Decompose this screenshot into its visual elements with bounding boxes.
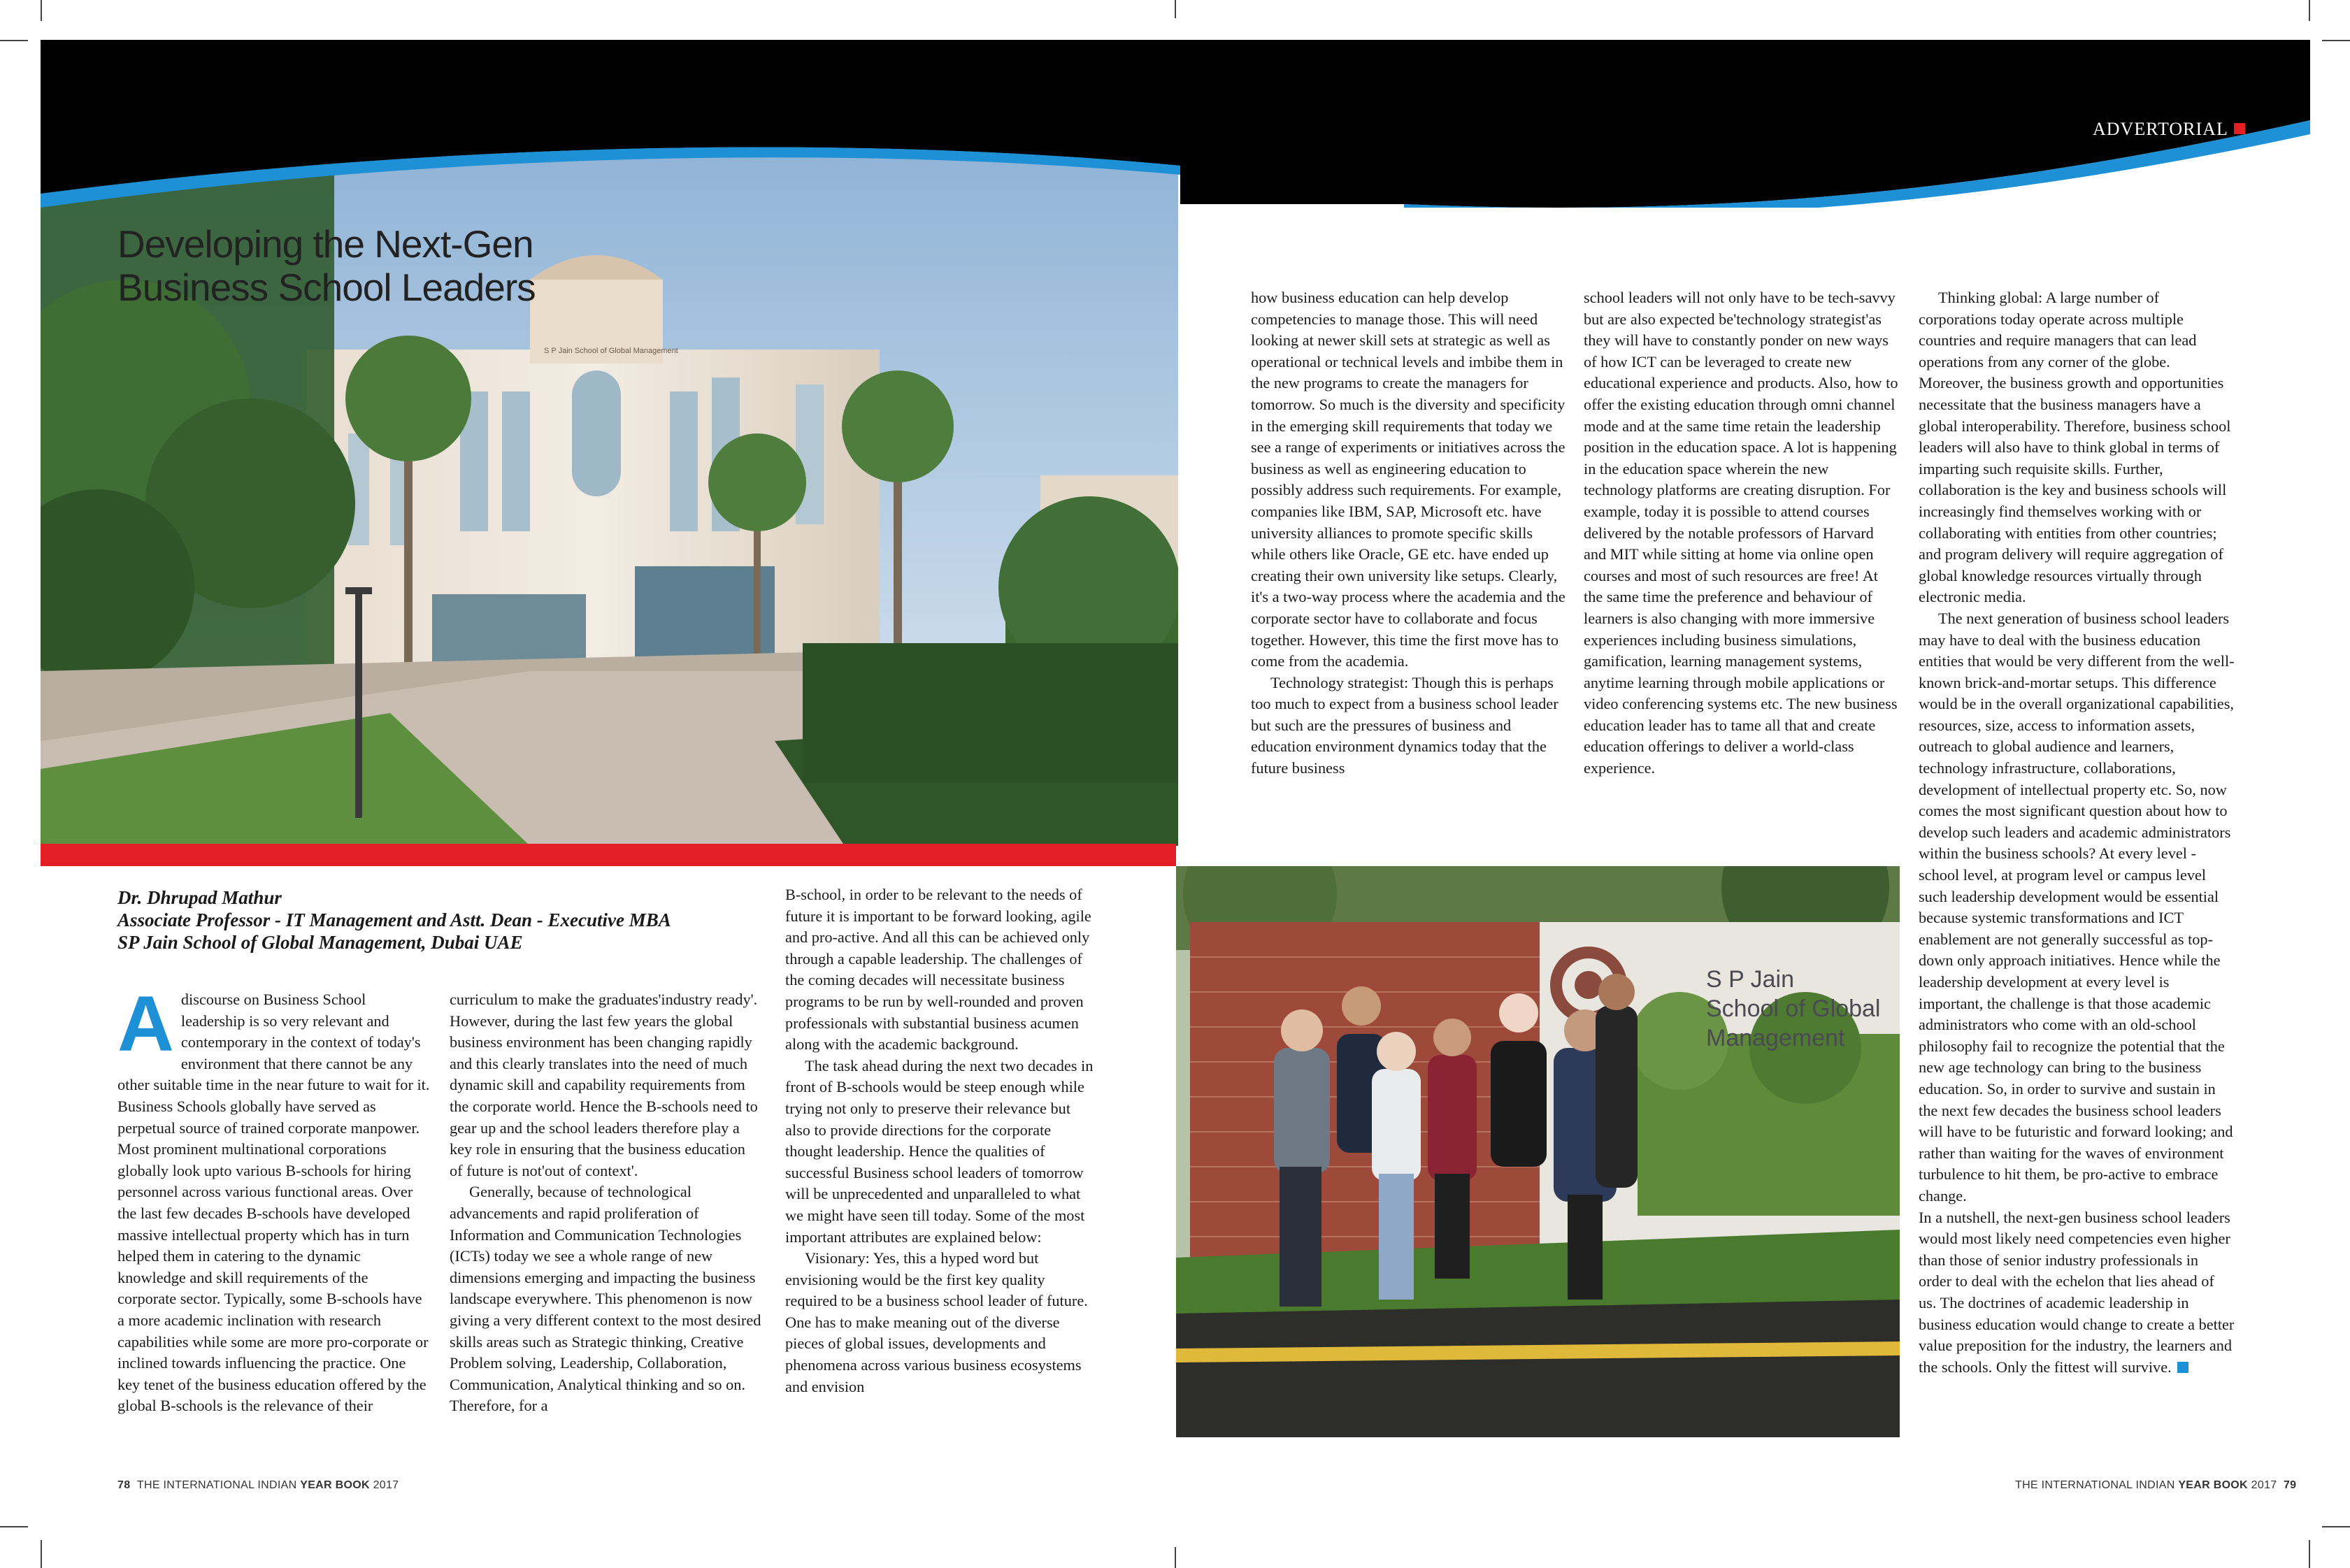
crop-mark: [0, 1526, 28, 1527]
article-paragraph: how business education can help develop competencies to manage those. This will need looking at newer skill sets at strategic as well as operational or technical levels and imbibe them in the new programs to create the managers for tomorrow. So much is the diversity and specificity in the emerging skill requirements that today we see a range of experiments or initiatives across the business as well as engineering education to possibly address such requirements. For example, companies like IBM, SAP, Microsoft etc. have university alliances to promote specific skills while others like Oracle, GE etc. have ended up creating their own university like setups. Clearly, it's a two-way process where the academia and the corporate sector have to collaborate and focus together. However, this time the first move has to come from the academia.: [1251, 289, 1566, 670]
crop-mark: [2309, 0, 2310, 21]
crop-mark: [1175, 1547, 1176, 1568]
end-mark-icon: [2177, 1362, 2188, 1373]
crop-mark: [2322, 40, 2350, 41]
page-number-left: 78: [117, 1479, 131, 1491]
sign-text-line-1: S P Jain: [1706, 966, 1795, 993]
article-paragraph: Technology strategist: Though this is perhaps too much to expect from a business school leader but such are the pressures of business and education environment dynamics today that the future business: [1251, 673, 1559, 777]
header-band: [41, 40, 2310, 208]
article-column-5: [1584, 287, 1898, 779]
article-paragraph: In a nutshell, the next-gen business school leaders would most likely need competencies even higher than those of senior industry professionals in order to deal with the echelon that lies ahead of us. The doctrines of academic leadership in business education would change to create a better value preposition for the industry, the learners and the schools. Only the fittest will survive.: [1919, 1208, 2235, 1376]
article-title: [117, 222, 536, 309]
article-paragraph: The next generation of business school leaders may have to deal with the business education entities that would be very different from the well-known brick-and-mortar setups. This difference would be in the overall organizational capabilities, resources, size, access to information assets, outreach to global audience and learners, technology infrastructure, collaborations, development of intellectual property etc. So, now comes the most significant question about how to develop such leaders and academic administrators within the business schools? At every level - school level, at program level or campus level such leadership development would be essential because systemic transformations and ICT enablement are not generally successful as top-down only approach initiatives. Hence while the leadership development at every level is important, the challenge is that those academic administrators who come with an old-school philosophy fail to recognize the potential that the new age technology can bring to the business education. So, in order to survive and sustain in the next few decades the business school leaders will have to be futuristic and forward looking; and rather than waiting for the waves of environment turbulence to hit them, be pro-active to embrace change.: [1919, 609, 2235, 1204]
students-photo: [1176, 866, 1900, 1437]
footer-left: 78 THE INTERNATIONAL INDIAN YEAR BOOK 2017: [117, 1479, 399, 1491]
article-paragraph: The task ahead during the next two decades in front of B-schools would be steep enough while trying not only to preserve their relevance but also to provide directions for the corporate thought leadership. Hence the qualities of successful Business school leaders of tomorrow will be unprecedented and unparalleled to what we might have seen till today. Some of the most important attributes are explained below:: [785, 1056, 1094, 1246]
crop-mark: [2309, 1540, 2310, 1568]
article-paragraph: curriculum to make the graduates'industry ready'. However, during the last few years the global business environment has been changing rapidly and this clearly translates into the need of much dynamic skill and capability requirements from the corporate world. Hence the B-schools need to gear up and the school leaders therefore play a key role in ensuring that the business education of future is not'out of context'.: [450, 991, 758, 1179]
article-column-3: [785, 884, 1098, 1397]
article-paragraph: Generally, because of technological advancements and rapid proliferation of Information and Communication Technologies (ICTs) today we see a whole range of new dimensions emerging and impacting the business landscape everywhere. This phenomenon is now giving a very different context to the most desired skills areas such as Strategic thinking, Creative Problem solving, Leadership, Collaboration, Communication, Analytical thinking and so on. Therefore, for a: [450, 1183, 761, 1415]
article-paragraph: Visionary: Yes, this a hyped word but envisioning would be the first key quality required to be a business school leader of future. One has to make meaning out of the diverse pieces of global issues, developments and phenomena across various business ecosystems and envision: [785, 1249, 1088, 1395]
drop-cap: A: [117, 980, 174, 1067]
crop-mark: [1175, 0, 1176, 18]
section-label: ADVERTORIAL: [2093, 119, 2245, 140]
sign-text-line-2: School of Global: [1706, 995, 1881, 1022]
author-name: Dr. Dhrupad Mathur: [117, 887, 282, 908]
article-paragraph: school leaders will not only have to be tech-savvy but are also expected be'technology strategist'as they will have to constantly ponder on new ways of how ICT can be leveraged to create new educational experience and products. Also, how to offer the existing education through omni channel mode and at the same time retain the leadership position in the education space. A lot is happening in the education space wherein the new technology platforms are creating disruption. For example, today it is possible to attend courses delivered by the notable professors of Harvard and MIT while sitting at home via online open courses and most of such resources are free! At the same time the preference and behaviour of learners is also changing with more immersive experiences including business simulations, gamification, learning management systems, anytime learning through mobile applications or video conferencing systems etc. The new business education leader has to tame all that and create education offerings to deliver a world-class experience.: [1584, 289, 1898, 777]
sign-text-line-3: Management: [1706, 1025, 1845, 1051]
article-paragraph: Adiscourse on Business School leadership is so very relevant and contemporary in the context of today's environment that there cannot be any other suitable time in the near future to wait for it. Business Schools globally have served as perpetual source of trained corporate manpower. Most prominent multinational corporations globally look upto various B-schools for hiring personnel across various functional areas. Over the last few decades B-schools have developed massive intellectual property which has in turn helped them in catering to the dynamic knowledge and skill requirements of the corporate sector. Typically, some B-schools have a more academic inclination with research capabilities while some are more pro-corporate or inclined towards influencing the practice. One key tenet of the business education offered by the global B-schools is the relevance of their: [117, 980, 430, 1415]
crop-mark: [2322, 1526, 2350, 1527]
author-organization: SP Jain School of Global Management, Dubai UAE: [117, 932, 523, 953]
svg-text:S P Jain School of Global Mana: S P Jain School of Global Management: [544, 347, 678, 355]
article-column-4: [1251, 287, 1566, 779]
article-column-1: [117, 980, 430, 1417]
author-position: Associate Professor - IT Management and Astt. Dean - Executive MBA: [117, 909, 671, 930]
crop-mark: [41, 0, 42, 21]
red-divider: [41, 844, 1176, 866]
article-column-2: [450, 989, 762, 1417]
title-line-2: Business School Leaders: [117, 266, 536, 309]
red-square-icon: [2234, 123, 2245, 134]
crop-mark: [0, 40, 28, 41]
article-paragraph: B-school, in order to be relevant to the needs of future it is important to be forward looking, agile and pro-active. And all this can be achieved only through a capable leadership. The challenges of the coming decades will necessitate business programs to be run by well-rounded and proven professionals with substantial business acumen along with the academic background.: [785, 886, 1091, 1053]
article-paragraph: Thinking global: A large number of corporations today operate across multiple countries and require managers that can lead operations from any corner of the globe. Moreover, the business growth and opportunities necessitate that the business managers have a global interoperability. Therefore, business school leaders will also have to think global in terms of imparting such requisite skills. Further, collaboration is the key and business schools will increasingly find themselves working with or collaborating with entities from other countries; and program delivery will require aggregation of global knowledge resources virtually through electronic media.: [1919, 289, 2231, 606]
author-byline: [117, 886, 671, 954]
title-line-1: Developing the Next-Gen: [117, 222, 533, 266]
footer-right: THE INTERNATIONAL INDIAN YEAR BOOK 2017 79: [2015, 1479, 2297, 1491]
page-number-right: 79: [2283, 1479, 2297, 1491]
article-column-6: [1919, 287, 2235, 1378]
crop-mark: [41, 1540, 42, 1568]
